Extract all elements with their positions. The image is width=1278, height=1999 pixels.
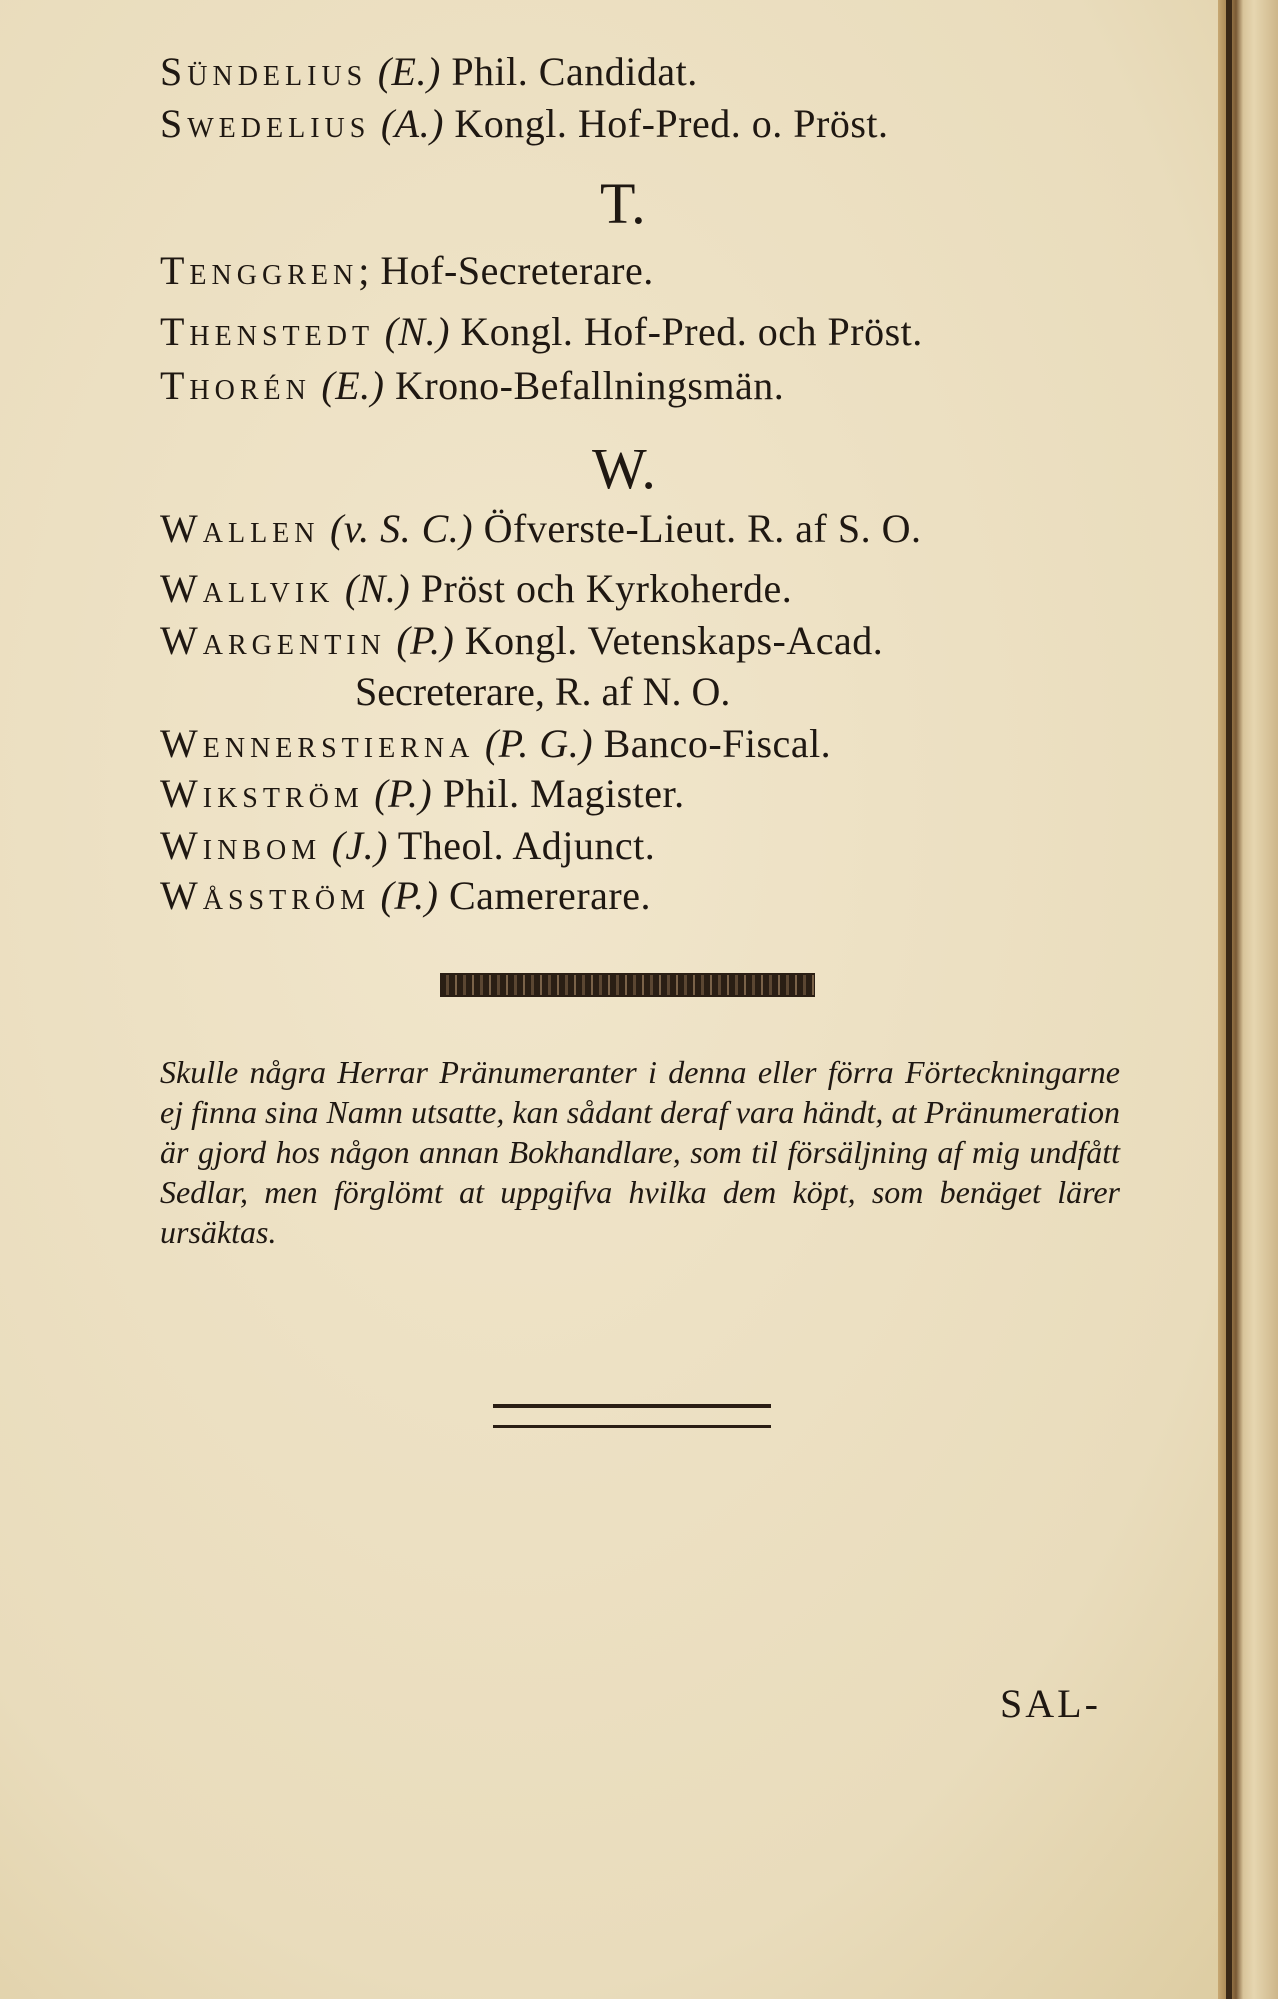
list-entry: [160, 565, 792, 612]
entry-title: Phil. Candidat.: [451, 49, 698, 94]
list-entry: [160, 48, 698, 95]
entry-initial: (N.): [384, 309, 450, 354]
entry-name: Thenstedt: [160, 309, 375, 354]
entry-initial: (v. S. C.): [330, 506, 474, 551]
entry-title: Hof-Secreterare.: [380, 248, 654, 293]
entry-initial: (J.): [331, 823, 388, 868]
entry-initial: (N.): [344, 566, 411, 611]
entry-name: Thorén: [160, 363, 311, 408]
entry-name: Winbom: [160, 823, 322, 868]
entry-name: Wallen: [160, 506, 320, 551]
entry-name: Tenggren: [160, 248, 359, 293]
entry-name: Swedelius: [160, 101, 371, 146]
entry-title: Kongl. Vetenskaps-Acad.: [464, 618, 884, 663]
entry-title: Camererare.: [448, 873, 651, 918]
entry-name: Wåsström: [160, 873, 371, 918]
list-entry: [160, 617, 883, 664]
entry-initial: (A.): [380, 101, 444, 146]
entry-title: Kongl. Hof-Pred. och Pröst.: [460, 309, 923, 354]
double-rule-bottom: [493, 1425, 771, 1428]
entry-name: Wallvik: [160, 566, 335, 611]
list-entry: [160, 247, 654, 294]
list-entry: [160, 100, 889, 147]
list-entry: [160, 720, 831, 767]
list-entry: [160, 822, 655, 869]
list-entry: [160, 872, 651, 919]
double-rule-top: [493, 1404, 771, 1408]
entry-title: Kongl. Hof-Pred. o. Pröst.: [454, 101, 889, 146]
decorative-ornament-rule: [440, 973, 815, 997]
entry-name: Wennerstierna: [160, 721, 475, 766]
binding-shadow: [1226, 0, 1232, 1999]
entry-initial: (P.): [380, 873, 439, 918]
entry-title: Krono-Befallningsmän.: [394, 363, 785, 408]
entry-initial: (E.): [377, 49, 441, 94]
entry-initial: (E.): [321, 363, 385, 408]
entry-continuation: Secreterare, R. af N. O.: [355, 669, 731, 714]
entry-title: Theol. Adjunct.: [397, 823, 656, 868]
section-letter-w: W.: [592, 436, 656, 501]
entry-title: Phil. Magister.: [442, 771, 685, 816]
section-letter-t: T.: [600, 171, 646, 236]
list-entry: [160, 770, 685, 817]
list-entry: [160, 362, 784, 409]
entry-name: Sündelius: [160, 49, 368, 94]
entry-initial: (P. G.): [484, 721, 594, 766]
footnote-paragraph: Skulle några Herrar Pränumeranter i denna eller förra Förteckningarne ej finna sina Namn utsatte, kan sådant deraf vara händt, at Pränumeration är gjord hos någon annan Bokhandlare, som til försäljning af mig undfått Sedlar, men förglömt at uppgifva hvilka dem köpt, som benäget lärer ursäktas.: [160, 1054, 1120, 1250]
entry-title: Pröst och Kyrkoherde.: [420, 566, 793, 611]
entry-name: Wikström: [160, 771, 364, 816]
entry-initial: (P.): [374, 771, 433, 816]
entry-initial: ;: [358, 248, 370, 293]
list-entry: [160, 505, 921, 552]
entry-title: Öfverste-Lieut. R. af S. O.: [483, 506, 922, 551]
entry-name: Wargentin: [160, 618, 386, 663]
catchword: SAL-: [1000, 1681, 1101, 1726]
list-entry: [160, 308, 923, 355]
entry-title: Banco-Fiscal.: [603, 721, 832, 766]
entry-initial: (P.): [396, 618, 455, 663]
